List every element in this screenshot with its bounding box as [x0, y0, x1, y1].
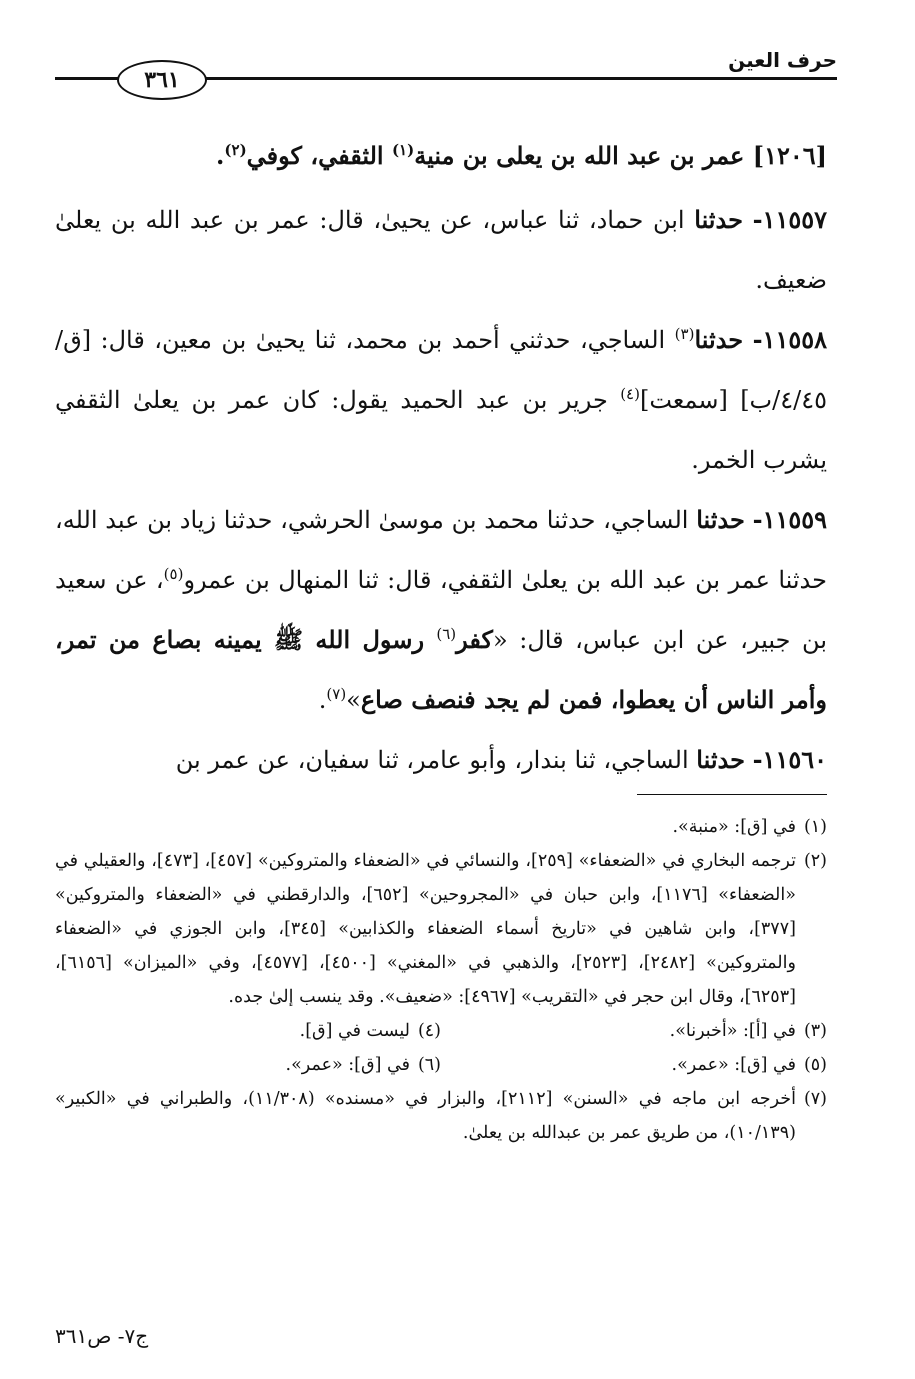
quote-close: »	[346, 686, 361, 714]
narration-11560	[55, 730, 827, 790]
narration-text: الساجي، حدثنا محمد بن موسىٰ الحرشي، حدثنا زياد بن عبد الله، حدثنا عمر بن عبد الله بن يعلىٰ الثقفي، قال: ثنا المنهال بن عمرو	[55, 506, 827, 594]
narration-number: ١١٥٥٩-	[752, 505, 828, 534]
footnote-3	[441, 1014, 827, 1048]
footnotes	[55, 810, 827, 1150]
narration-text: ، عن سعيد بن جبير، عن ابن عباس، قال: «	[55, 566, 827, 654]
hadith-quote: كفر	[456, 625, 493, 654]
hadith-quote: رسول الله ﷺ يمينه بصاع من تمر، وأمر الناس أن يعطوا، فمن لم يجد فنصف صاع	[55, 625, 827, 714]
footnote-number: (٤)	[417, 1021, 441, 1041]
footnote-text: ليست في [ق].	[299, 1021, 410, 1041]
footnote-row-3-4	[55, 1014, 827, 1048]
narration-keyword: حدثنا	[694, 325, 744, 354]
narration-keyword: حدثنا	[694, 205, 743, 234]
footnote-ref-6: (٦)	[436, 625, 457, 643]
footnote-row-5-6	[55, 1048, 827, 1082]
footnote-number: (٢)	[803, 851, 827, 871]
footnote-number: (٣)	[803, 1021, 827, 1041]
volume-page-reference: ج٧- ص٣٦١	[55, 1324, 149, 1348]
footnote-text: في [ق]: «عمر».	[285, 1055, 410, 1075]
narration-11559	[55, 490, 827, 730]
narration-number: ١١٥٦٠-	[752, 745, 827, 774]
page-number-badge: ٣٦١	[117, 60, 207, 100]
main-text	[55, 128, 827, 790]
footnote-number: (١)	[803, 817, 827, 837]
footnote-7	[55, 1082, 827, 1150]
narration-number: ١١٥٥٧-	[752, 205, 827, 234]
footnote-separator	[637, 794, 827, 795]
narration-text: ابن حماد، ثنا عباس، عن يحيىٰ، قال: عمر بن عبد الله بن يعلىٰ ضعيف.	[55, 206, 827, 294]
footnote-text: في [أ]: «أخبرنا».	[669, 1021, 796, 1041]
narration-end: .	[318, 686, 327, 714]
footnote-6	[55, 1048, 441, 1082]
narration-keyword: حدثنا	[696, 745, 745, 774]
footnote-ref-1: (١)	[391, 141, 415, 159]
footnote-ref-5: (٥)	[163, 565, 184, 583]
footnote-1	[55, 810, 827, 844]
narration-11557	[55, 190, 827, 310]
entry-heading-end: .	[216, 141, 225, 170]
footnote-text: في [ق]: «منبة».	[672, 817, 796, 837]
entry-heading-title: [١٢٠٦] عمر بن عبد الله بن يعلى بن منية	[414, 141, 827, 170]
narration-text: جرير بن عبد الحميد يقول: كان عمر بن يعلىٰ الثقفي يشرب الخمر.	[55, 386, 827, 474]
footnote-text: في [ق]: «عمر».	[671, 1055, 796, 1075]
narration-11558	[55, 310, 827, 490]
footnote-number: (٧)	[803, 1089, 827, 1109]
footnote-ref-2: (٢)	[224, 141, 247, 159]
entry-heading-tail: الثقفي، كوفي	[246, 141, 392, 170]
chapter-title: حرف العين	[728, 48, 837, 72]
narration-text: الساجي، حدثني أحمد بن محمد، ثنا يحيىٰ بن معين، قال: [ق/٤/٤٥/ب] [سمعت]	[55, 326, 828, 414]
narration-keyword: حدثنا	[696, 505, 745, 534]
footnote-ref-3: (٣)	[674, 325, 695, 343]
footnote-number: (٥)	[803, 1055, 827, 1075]
footnote-text: أخرجه ابن ماجه في «السنن» [٢١١٢]، والبزار في «مسنده» (١١/٣٠٨)، والطبراني في «الكبير» (١٠/١٣٩)، من طريق عمر بن عبدالله بن يعلىٰ.	[55, 1089, 796, 1143]
narration-number: ١١٥٥٨-	[752, 325, 827, 354]
footnote-2	[55, 844, 827, 1014]
page-header	[55, 40, 837, 100]
narration-text: الساجي، ثنا بندار، وأبو عامر، ثنا سفيان، عن عمر بن	[175, 746, 697, 774]
entry-heading	[55, 128, 827, 184]
footnote-ref-7: (٧)	[326, 685, 347, 703]
footnote-text: ترجمه البخاري في «الضعفاء» [٢٥٩]، والنسائي في «الضعفاء والمتروكين» [٤٥٧]، [٤٧٣]، والعقيلي في «الضعفاء» [١١٧٦]، وابن حبان في «المجروحين» [٦٥٢]، والدارقطني في «الضعفاء والمتروكين» [٣٧٧]، وابن شاهين في «تاريخ أسماء الضعفاء والكذابين» [٣٤٥]، وابن الجوزي في «الضعفاء والمتروكين» [٢٤٨٢]، [٢٥٢٣]، والذهبي في «المغني» [٤٥٠٠]، [٤٥٧٧]، وفي «الميزان» [٦١٥٦]، [٦٢٥٣]، وقال ابن حجر في «التقريب» [٤٩٦٧]: «ضعيف». وقد ينسب إلىٰ جده.	[55, 851, 796, 1007]
footnote-4	[55, 1014, 441, 1048]
footnote-5	[441, 1048, 827, 1082]
footnote-ref-4: (٤)	[620, 385, 640, 403]
footnote-number: (٦)	[417, 1055, 441, 1075]
